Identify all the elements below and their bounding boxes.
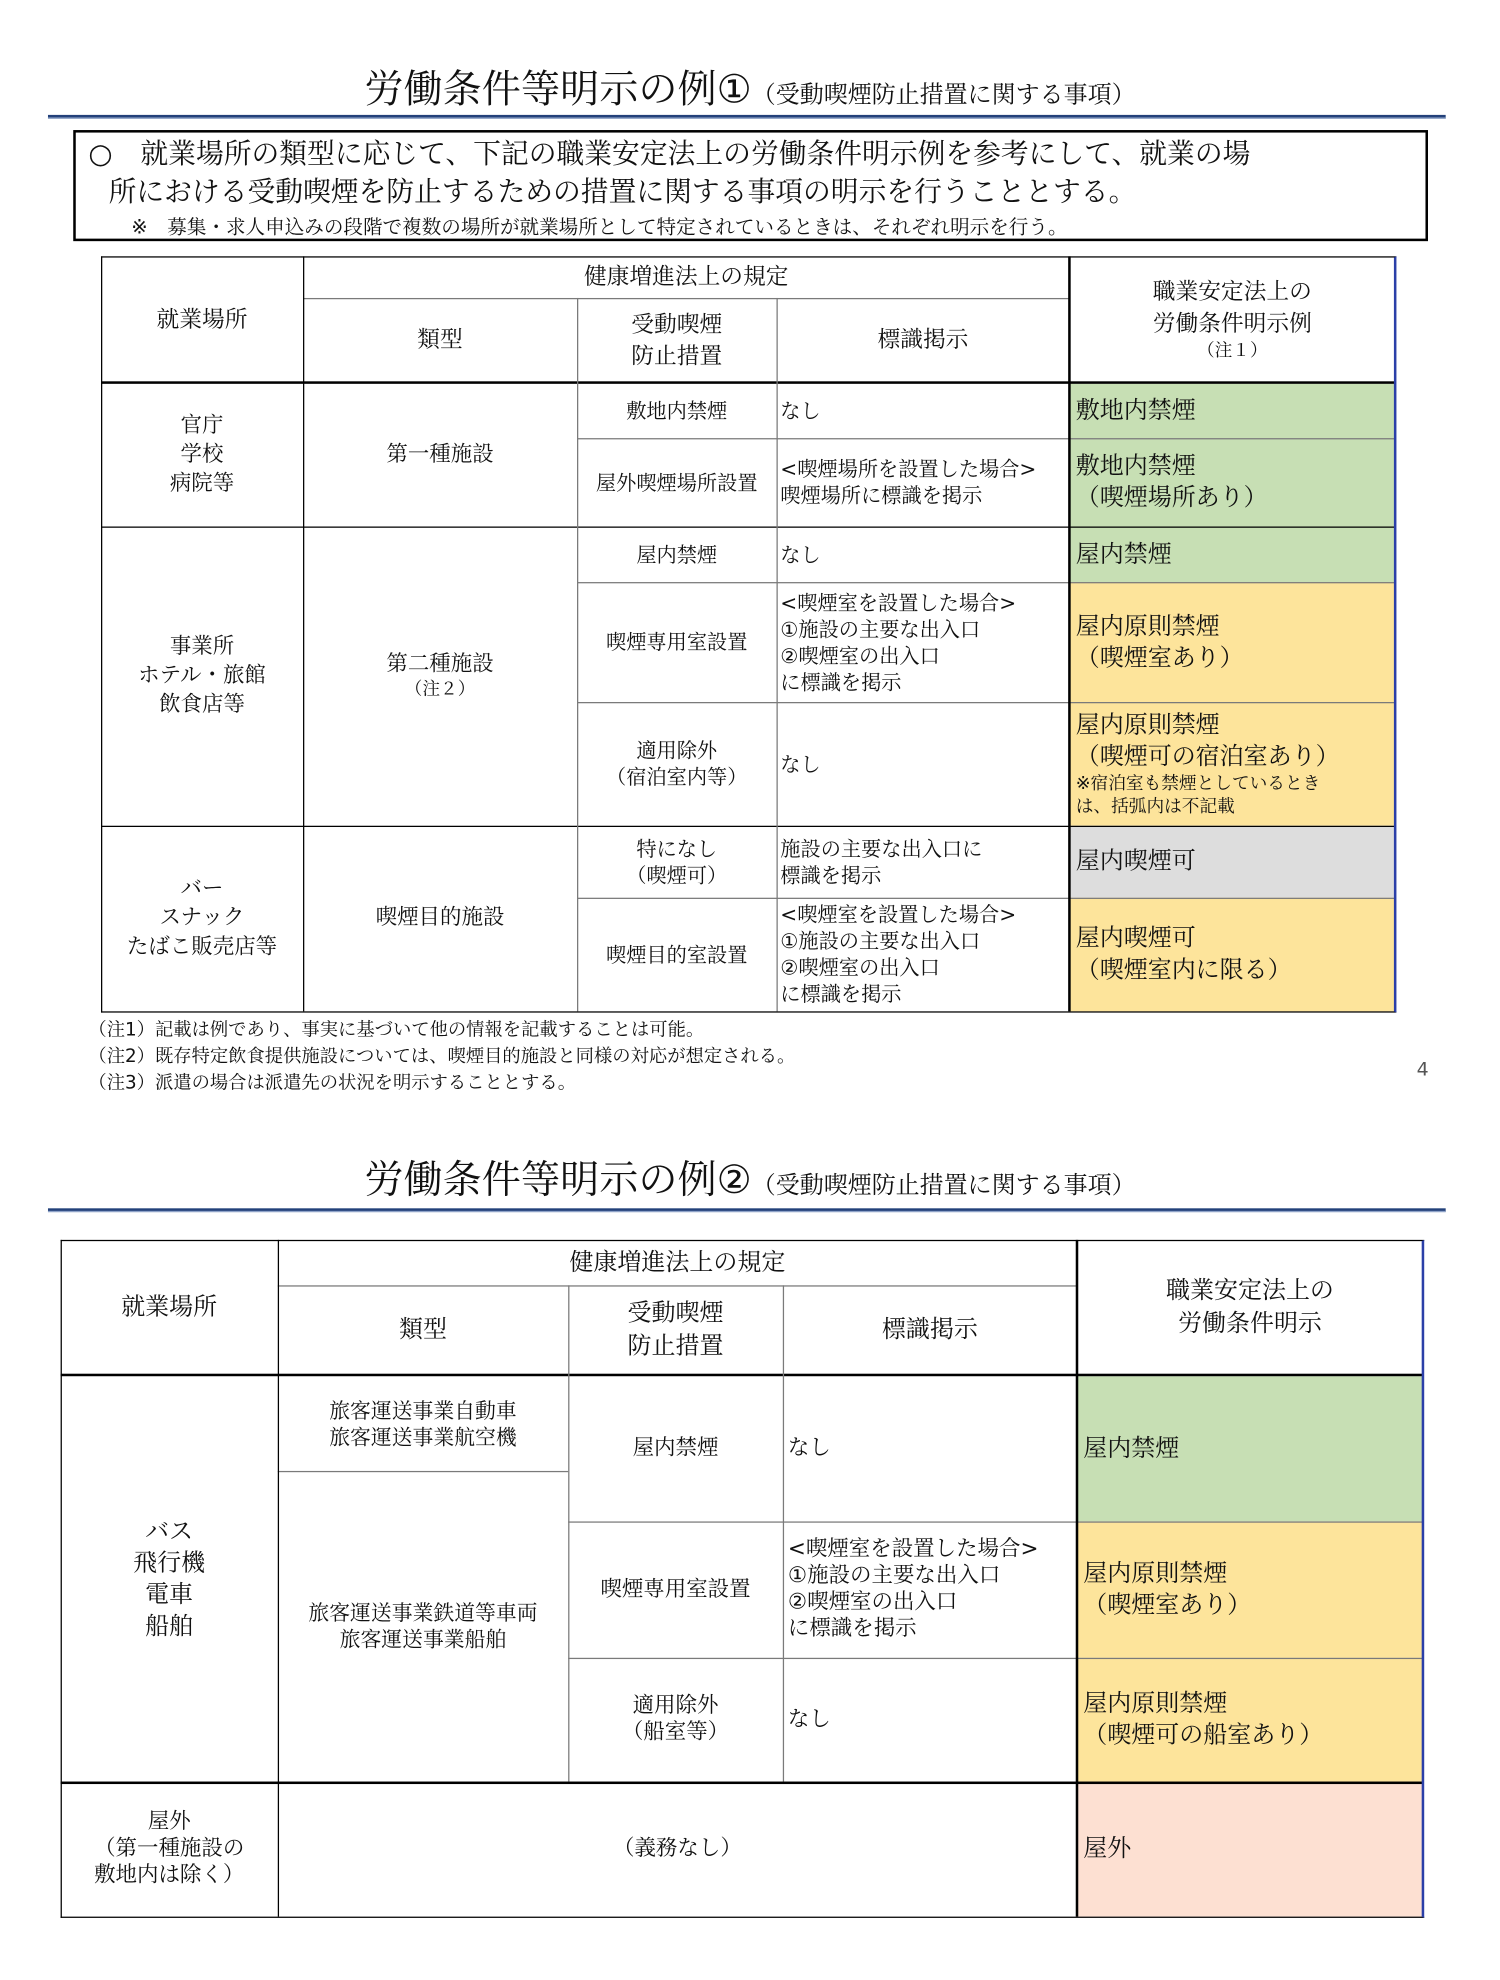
slide1-title [0,67,1500,118]
t2-result-2: 屋内原則禁煙 （喫煙室あり） [1077,1521,1423,1657]
t1-category-3: 喫煙目的施設 [375,905,505,931]
t1-result-5: 屋内原則禁煙 （喫煙可の宿泊室あり） ※宿泊室も禁煙としているとき は、括弧内は不記載 [1069,702,1395,826]
note-3: （注3）派遣の場合は派遣先の状況を明示することとする。 [88,1073,577,1094]
t2-sign-3: なし [787,1706,831,1732]
t2-sign-2: <喫煙室を設置した場合> ①施設の主要な出入口 ②喫煙室の出入口 に標識を掲示 [787,1536,1039,1642]
t2-measure-2: 喫煙専用室設置 [600,1576,751,1602]
intro-box [73,130,1428,241]
t2-rule-outdoor: （義務なし） [612,1835,742,1862]
t1-measure-3: 屋内禁煙 [636,542,718,567]
t1-header-employment: 職業安定法上の 労働条件明示例 （注１） [1152,279,1312,362]
t1-category-1: 第一種施設 [386,441,494,468]
t2-result-outdoor: 屋外 [1077,1782,1423,1917]
t1-frame [101,256,1396,1012]
t1-workplace-3: バー スナック たばこ販売店等 [126,876,278,960]
t2-sign-1: なし [787,1435,831,1461]
t2-workplace-transport: バス 飛行機 電車 船舶 [133,1517,206,1640]
t1-header-workplace: 就業場所 [156,306,248,333]
slide2-title-main: 労働条件等明示の例② [364,1157,752,1204]
t1-measure-6: 特になし （喫煙可） [626,836,728,887]
t1-measure-1: 敷地内禁煙 [626,398,728,423]
t2-measure-3: 適用除外 （船室等） [621,1693,730,1745]
t1-result-6: 屋内喫煙可 [1069,826,1395,898]
t1-result-5-note: ※宿泊室も禁煙としているとき は、括弧内は不記載 [1075,773,1321,817]
t1-sign-2: <喫煙場所を設置した場合> 喫煙場所に標識を掲示 [780,457,1037,508]
t1-measure-7: 喫煙目的室設置 [606,942,748,967]
slide1-title-rule [48,115,1446,119]
t2-result-1: 屋内禁煙 [1077,1376,1423,1521]
t1-sign-7: <喫煙室を設置した場合> ①施設の主要な出入口 ②喫煙室の出入口 に標識を掲示 [780,902,1017,1007]
t2-header-employment: 職業安定法上の 労働条件明示 [1165,1276,1334,1338]
t1-header-measure: 受動喫煙 防止措置 [631,311,723,370]
t1-workplace-2: 事業所 ホテル・旅館 飲食店等 [138,633,266,718]
note-1: （注1）記載は例であり、事実に基づいて他の情報を記載することは可能。 [88,1020,705,1041]
note-2: （注2）既存特定飲食提供施設については、喫煙目的施設と同様の対応が想定される。 [88,1046,796,1067]
page-number: 4 [1416,1058,1429,1081]
t1-sign-1: なし [780,398,821,423]
slide2-title [0,1158,1500,1209]
t2-header-health-law: 健康増進法上の規定 [569,1248,786,1277]
t1-header-employment-note: （注１） [1196,340,1268,362]
intro-line-1: ○ 就業場所の類型に応じて、下記の職業安定法上の労働条件明示例を参考にして、就業の場 [88,138,1251,171]
t1-measure-5: 適用除外 （宿泊室内等） [606,738,748,790]
t1-measure-4: 喫煙専用室設置 [606,630,748,655]
slide1-notes [88,1018,795,1098]
t1-result-2: 敷地内禁煙 （喫煙場所あり） [1069,438,1395,526]
t2-category-b: 旅客運送事業鉄道等車両 旅客運送事業船舶 [308,1600,538,1652]
t2-workplace-outdoor: 屋外 （第一種施設の 敷地内は除く） [94,1809,245,1888]
slide2-title-rule [48,1208,1446,1212]
t1-measure-2: 屋外喫煙場所設置 [595,470,758,495]
t1-result-7: 屋内喫煙可 （喫煙室内に限る） [1069,898,1395,1012]
t1-sign-4: <喫煙室を設置した場合> ①施設の主要な出入口 ②喫煙室の出入口 に標識を掲示 [780,590,1017,694]
t1-category-2-note: （注２） [404,679,476,700]
t1-sign-6: 施設の主要な出入口に 標識を掲示 [780,836,983,887]
slide1-title-main: 労働条件等明示の例① [364,66,752,113]
t1-sign-3: なし [780,542,821,567]
t1-result-1: 敷地内禁煙 [1069,384,1395,438]
t2-header-workplace: 就業場所 [121,1292,218,1321]
intro-line-2: 所における受動喫煙を防止するための措置に関する事項の明示を行うこととする。 [108,176,1137,209]
t2-header-category: 類型 [398,1315,447,1344]
t1-header-category: 類型 [417,327,463,354]
t2-header-sign: 標識掲示 [881,1315,978,1344]
t1-category-2: 第二種施設 （注２） [386,651,494,700]
slide1-title-sub: （受動喫煙防止措置に関する事項） [751,80,1136,109]
t2-frame [61,1240,1425,1918]
t1-header-sign: 標識掲示 [877,327,969,354]
t2-category-a: 旅客運送事業自動車 旅客運送事業航空機 [329,1398,517,1449]
slide2-title-sub: （受動喫煙防止措置に関する事項） [751,1171,1136,1200]
t1-header-health-law: 健康増進法上の規定 [583,263,789,291]
t2-measure-1: 屋内禁煙 [632,1435,719,1461]
t1-result-3: 屋内禁煙 [1069,527,1395,583]
intro-note: ※ 募集・求人申込みの段階で複数の場所が就業場所として特定されているときは、それぞれ明示を行う。 [131,215,1068,239]
t2-result-3: 屋内原則禁煙 （喫煙可の船室あり） [1077,1658,1423,1782]
t1-sign-5: なし [780,751,821,776]
t1-workplace-1: 官庁 学校 病院等 [169,412,235,497]
t2-header-measure: 受動喫煙 防止措置 [627,1299,724,1360]
t1-result-4: 屋内原則禁煙 （喫煙室あり） [1069,582,1395,702]
